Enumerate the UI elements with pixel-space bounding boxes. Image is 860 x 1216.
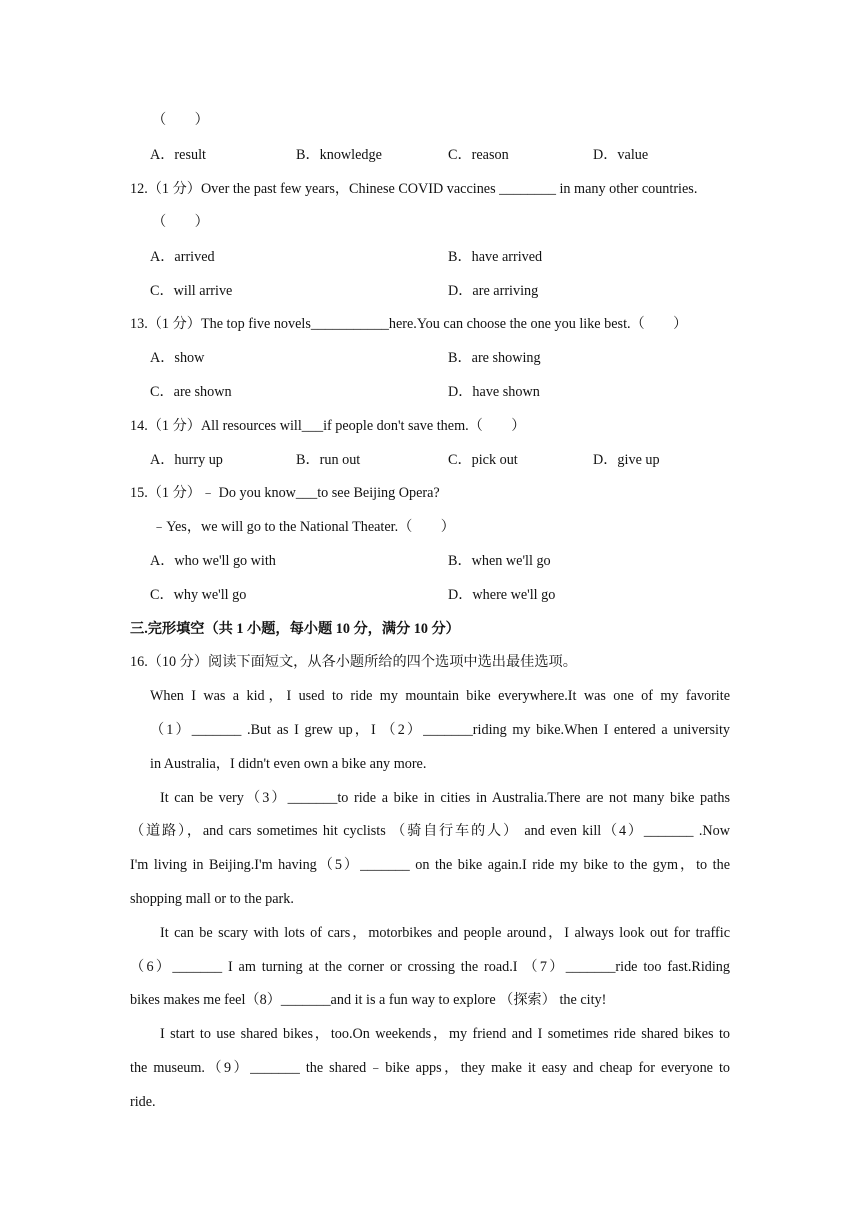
q13-stem: 13.（1 分）The top five novels___________here.You can choose the one you like best.（ ） — [130, 316, 688, 332]
q13-option-c[interactable]: C．are shown — [150, 384, 232, 400]
q15-stem: 15.（1 分）﹣ Do you know___to see Beijing Opera? — [130, 485, 440, 501]
q12-option-d[interactable]: D．are arriving — [448, 283, 539, 299]
q13-option-d[interactable]: D．have shown — [448, 384, 540, 400]
q11-answer-paren: （ ） — [152, 112, 209, 128]
passage-line: bikes makes me feel（8）_______and it is a fun way to explore （探索） the city! — [130, 992, 607, 1008]
passage-line: shopping mall or to the park. — [130, 891, 294, 907]
q14-option-d[interactable]: D．give up — [593, 452, 660, 468]
q15-option-a[interactable]: A．who we'll go with — [150, 553, 276, 569]
q14-option-b[interactable]: B．run out — [296, 452, 361, 468]
passage-line: ride. — [130, 1094, 156, 1110]
passage-line: I'm living in Beijing.I'm having（5）_______ on the bike again.I ride my bike to the gym，to the — [130, 857, 730, 873]
passage-line: （6）_______ I am turning at the corner or crossing the road.I （7）_______ride too fast.Riding — [130, 959, 730, 975]
q11-option-b[interactable]: B．knowledge — [296, 147, 382, 163]
q12-option-a[interactable]: A．arrived — [150, 249, 215, 265]
passage-line: （1）_______ .But as I grew up，I （2）_______riding my bike.When I entered a university — [150, 722, 730, 738]
q14-option-a[interactable]: A．hurry up — [150, 452, 223, 468]
passage-line: It can be very（3）_______to ride a bike in cities in Australia.There are not many bike paths — [160, 790, 730, 806]
q13-option-b[interactable]: B．are showing — [448, 350, 541, 366]
q15-dialogue-reply: ﹣Yes，we will go to the National Theater.（ ） — [152, 519, 455, 535]
q16-stem: 16.（10 分）阅读下面短文，从各小题所给的四个选项中选出最佳选项。 — [130, 654, 577, 670]
q12-answer-paren: （ ） — [152, 214, 209, 230]
section-heading-cloze: 三.完形填空（共 1 小题，每小题 10 分，满分 10 分） — [130, 621, 460, 637]
q15-option-c[interactable]: C．why we'll go — [150, 587, 247, 603]
q11-option-a[interactable]: A．result — [150, 147, 206, 163]
q14-stem: 14.（1 分）All resources will___if people don't save them.（ ） — [130, 418, 526, 434]
passage-line: （道路），and cars sometimes hit cyclists （骑自行车的人） and even kill（4）_______ .Now — [130, 823, 730, 839]
passage-line: the museum.（9）_______ the shared﹣bike apps，they make it easy and cheap for everyone to — [130, 1060, 730, 1076]
q15-option-b[interactable]: B．when we'll go — [448, 553, 551, 569]
q12-stem: 12.（1 分）Over the past few years，Chinese COVID vaccines ________ in many other countries. — [130, 181, 698, 197]
q15-option-d[interactable]: D．where we'll go — [448, 587, 556, 603]
passage-line: It can be scary with lots of cars，motorbikes and people around，I always look out for traffic — [160, 925, 730, 941]
q12-option-b[interactable]: B．have arrived — [448, 249, 543, 265]
q14-option-c[interactable]: C．pick out — [448, 452, 518, 468]
passage-line: When I was a kid，I used to ride my mountain bike everywhere.It was one of my favorite — [150, 688, 730, 704]
q11-option-c[interactable]: C．reason — [448, 147, 509, 163]
q12-option-c[interactable]: C．will arrive — [150, 283, 233, 299]
q11-option-d[interactable]: D．value — [593, 147, 649, 163]
passage-line: I start to use shared bikes，too.On weekends，my friend and I sometimes ride shared bikes to — [160, 1026, 730, 1042]
passage-line: in Australia，I didn't even own a bike any more. — [150, 756, 427, 772]
q13-option-a[interactable]: A．show — [150, 350, 205, 366]
